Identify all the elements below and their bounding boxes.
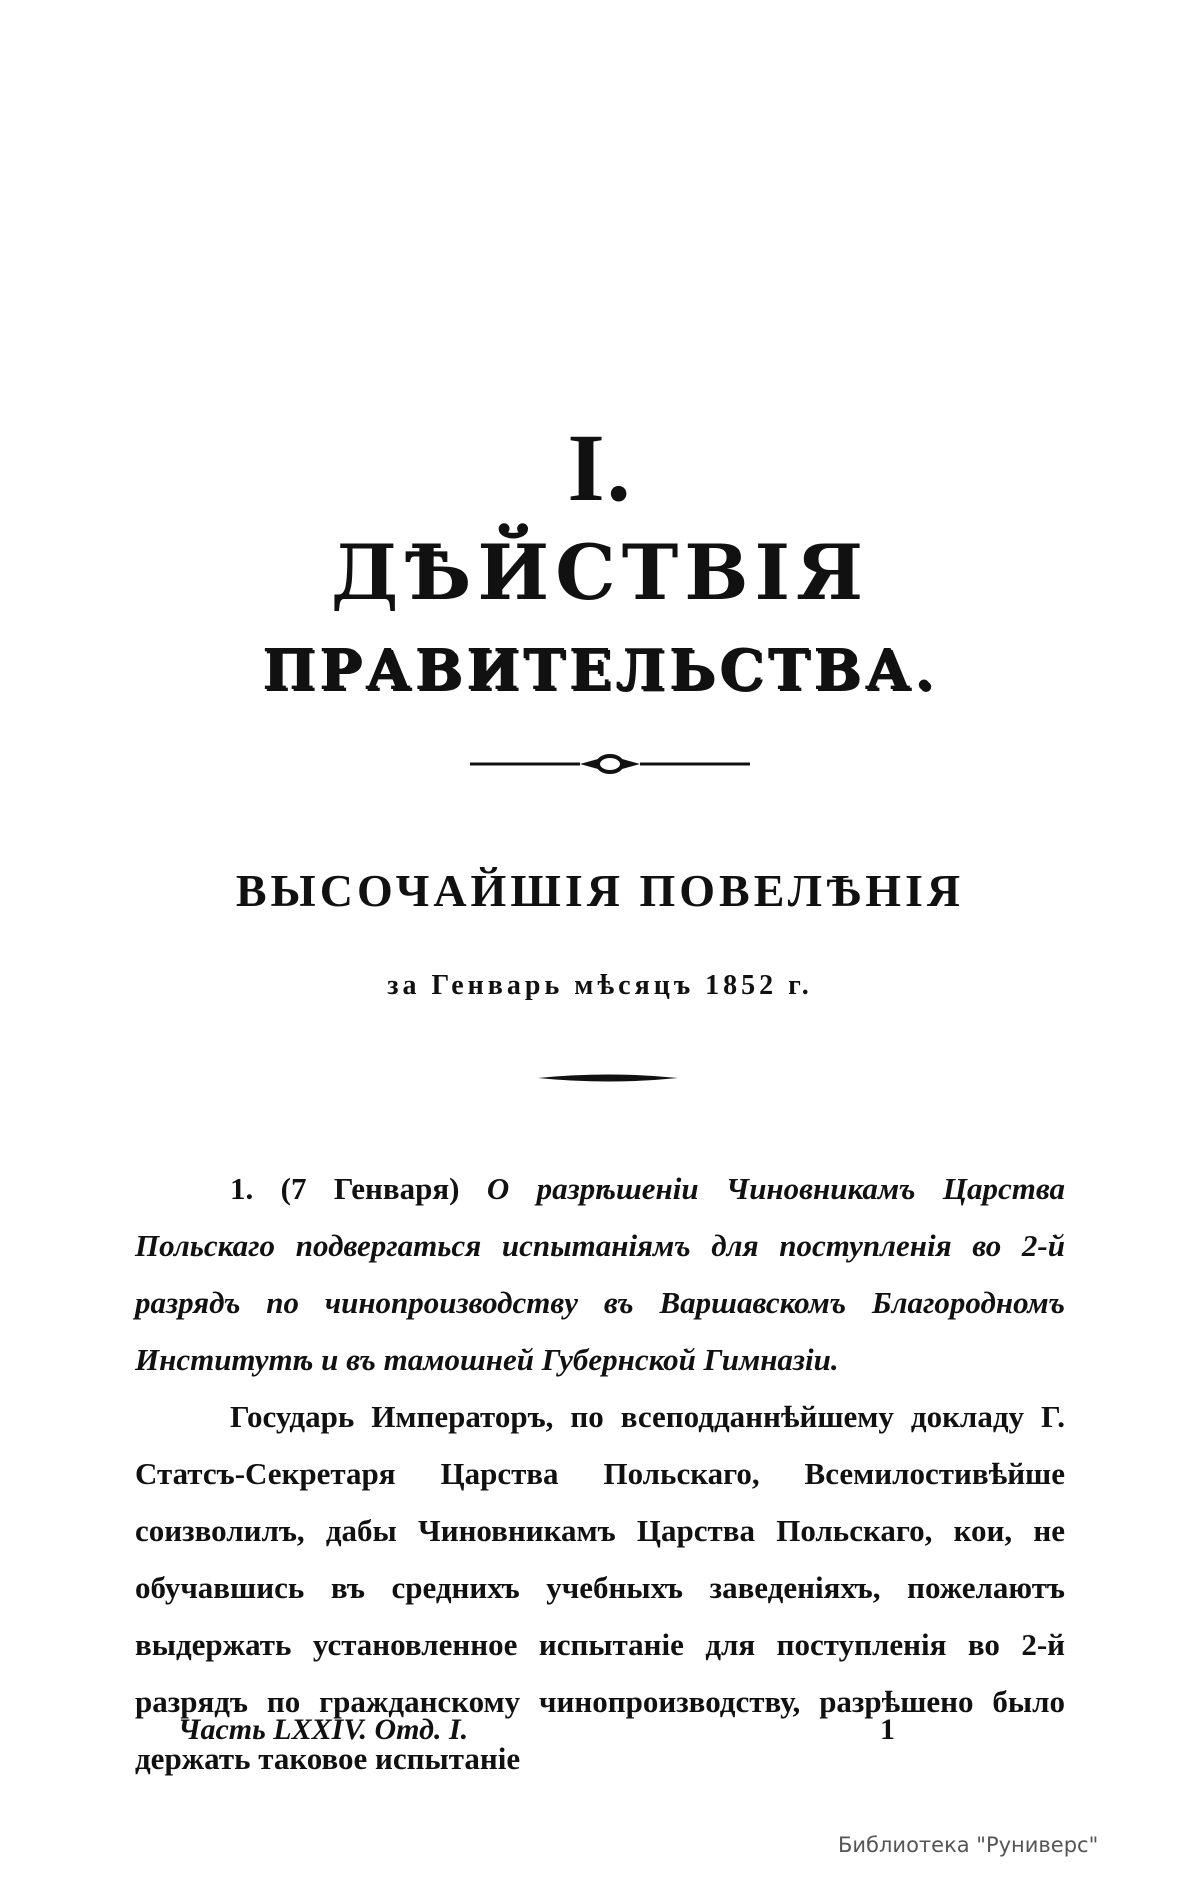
section-number: I. (567, 414, 633, 521)
heading-line-2: ПРАВИТЕЛЬСТВА. (262, 637, 938, 703)
paragraph-1 (135, 1160, 1065, 1388)
paragraph-2: Государь Императоръ, по всеподданнѣйшему докладу Г. Статсъ-Секретаря Царства Польскаго, Всемилостивѣйше соизволилъ, дабы Чиновникамъ Царства Польскаго, кои, не обучавшись въ среднихъ учебныхъ заведеніяхъ, пожелаютъ выдержать установленное испытаніе для поступленія во 2-й разрядъ по гражданскому чинопроизводству, разрѣшено было держать таковое испытаніе (135, 1399, 1065, 1776)
paragraph-1-lead: 1. (7 Генваря) (230, 1171, 487, 1206)
footer-part-label: Часть LXXIV. Отд. I. (178, 1713, 469, 1746)
library-watermark: Библиотека "Руниверс" (838, 1833, 1099, 1857)
paragraph-1-title: О разрѣшеніи Чиновникамъ Царства Польскаго подвергаться испытаніямъ для поступленія во 2-й разрядъ по чинопроизводству въ Варшавскомъ Благородномъ Институтѣ и въ тамошней Губернской Гимназіи. (135, 1171, 1065, 1377)
ornament-divider-bottom (538, 1070, 678, 1086)
subheading: ВЫСОЧАЙШІЯ ПОВЕЛѢНІЯ (235, 865, 965, 916)
ornament-divider-top (470, 752, 750, 776)
date-line: за Генварь мѣсяцъ 1852 г. (387, 970, 813, 1001)
heading-line-1: ДѢЙСТВІЯ (330, 528, 870, 617)
page-number: 1 (880, 1713, 895, 1746)
